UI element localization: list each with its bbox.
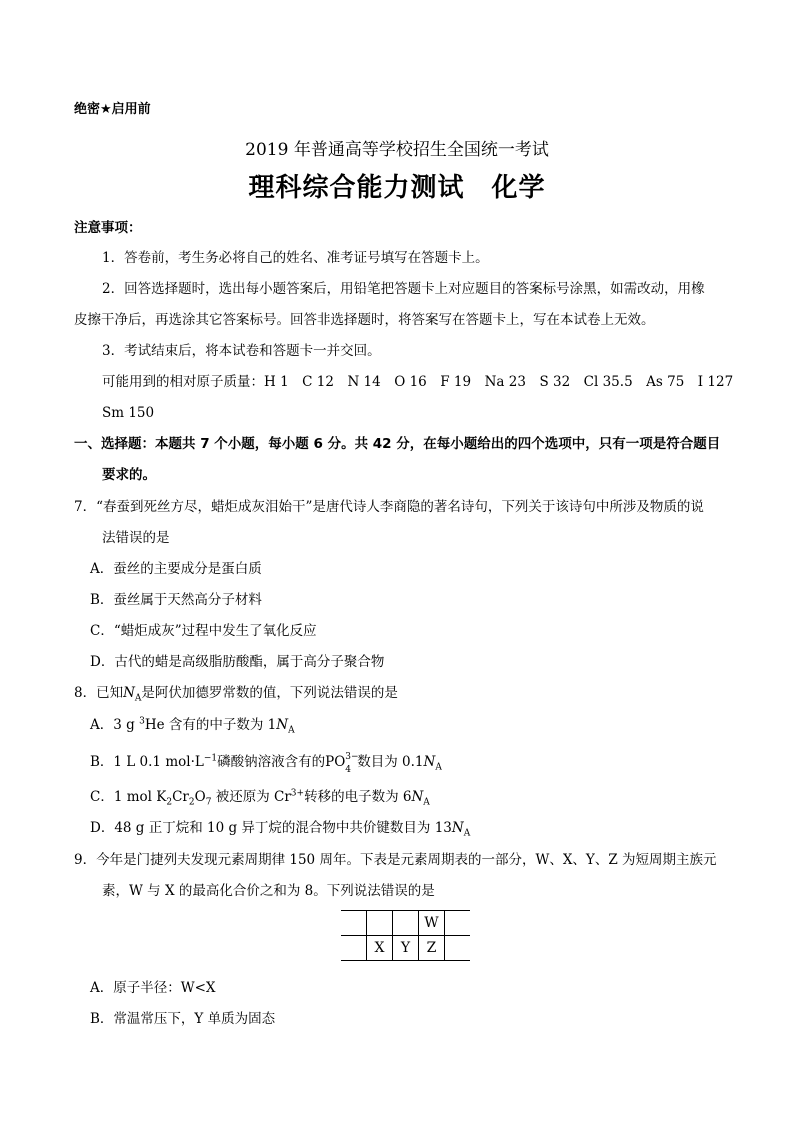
section-1-line-2: 要求的。 (102, 467, 156, 483)
notice-heading: 注意事项： (74, 220, 142, 236)
table-cell (393, 911, 419, 936)
q7-option-d: D．古代的蜡是高级脂肪酸酯，属于高分子聚合物 (90, 654, 385, 670)
section-1-label: 一、选择题： (74, 436, 155, 452)
notice-item-2-line-1: 2．回答选择题时，选出每小题答案后，用铅笔把答题卡上对应题目的答案标号涂黑，如需改动，用橡 (102, 281, 705, 297)
table-cell (445, 911, 471, 936)
q7-option-a: A．蚕丝的主要成分是蛋白质 (90, 561, 262, 577)
q8-option-c: C．1 mol $K_2Cr_2O_7$ 被还原为 $Cr^{3+}$转移的电子数为 $6N_A$ (90, 788, 430, 808)
table-cell (445, 936, 471, 961)
q9-stem-line-1: 9．今年是门捷列夫发现元素周期律 150 周年。下表是元素周期表的一部分，W、X、Y、Z 为短周期主族元 (74, 852, 717, 868)
q7-option-b: B．蚕丝属于天然高分子材料 (90, 592, 262, 608)
table-cell: Y (393, 936, 419, 961)
q9-option-b: B．常温常压下，Y 单质为固态 (90, 1011, 276, 1027)
table-cell (341, 911, 367, 936)
atomic-masses-line-2: Sm 150 (102, 405, 155, 421)
secret-mark: 绝密★启用前 (74, 102, 151, 117)
q8-stem: 8．已知$N_A$是阿伏加德罗常数的值，下列说法错误的是 (74, 685, 398, 704)
atomic-masses-line-1: 可能用到的相对原子质量：H 1 C 12 N 14 O 16 F 19 Na 23 S 32 Cl 35.5 As 75 I 127 (102, 374, 734, 390)
exam-title: 2019 年普通高等学校招生全国统一考试 (245, 140, 549, 160)
table-cell: Z (419, 936, 445, 961)
table-cell: X (367, 936, 393, 961)
q9-stem-line-2: 素，W 与 X 的最高化合价之和为 8。下列说法错误的是 (102, 883, 435, 899)
q8-option-d: D．48 g 正丁烷和 10 g 异丁烷的混合物中共价键数目为 $13N_A$ (90, 820, 471, 839)
table-row (341, 936, 470, 961)
section-1-line-1 (74, 434, 720, 454)
table-cell: W (419, 911, 445, 936)
notice-item-3: 3．考试结束后，将本试卷和答题卡一并交回。 (102, 343, 381, 359)
q7-stem-line-2: 法错误的是 (102, 530, 170, 546)
table-cell (367, 911, 393, 936)
table-row (341, 911, 470, 936)
q7-option-c: C．“蜡炬成灰”过程中发生了氧化反应 (90, 623, 317, 639)
notice-item-1: 1．答卷前，考生务必将自己的姓名、准考证号填写在答题卡上。 (102, 250, 489, 266)
subject-title: 理科综合能力测试 化学 (248, 173, 546, 203)
periodic-table-fragment (341, 910, 470, 961)
q8-option-b: B．1 L 0.1 $mol\cdot L^{-1}$磷酸钠溶液含有的PO 3− 4 数目为 $0.1N_A$ (90, 751, 442, 775)
q9-option-a: A．原子半径：W<X (90, 980, 216, 996)
q7-stem-line-1: 7．“春蚕到死丝方尽，蜡炬成灰泪始干”是唐代诗人李商隐的著名诗句，下列关于该诗句中所涉及物质的说 (74, 499, 704, 515)
notice-item-2-line-2: 皮擦干净后，再选涂其它答案标号。回答非选择题时，将答案写在答题卡上，写在本试卷上无效。 (74, 312, 655, 328)
q8-option-a: A．3 g $^3$He 含有的中子数为 $1N_A$ (90, 716, 295, 736)
table-cell (341, 936, 367, 961)
section-1-desc: 本题共 7 个小题，每小题 6 分。共 42 分，在每小题给出的四个选项中，只有一项是符合题目 (155, 436, 721, 452)
